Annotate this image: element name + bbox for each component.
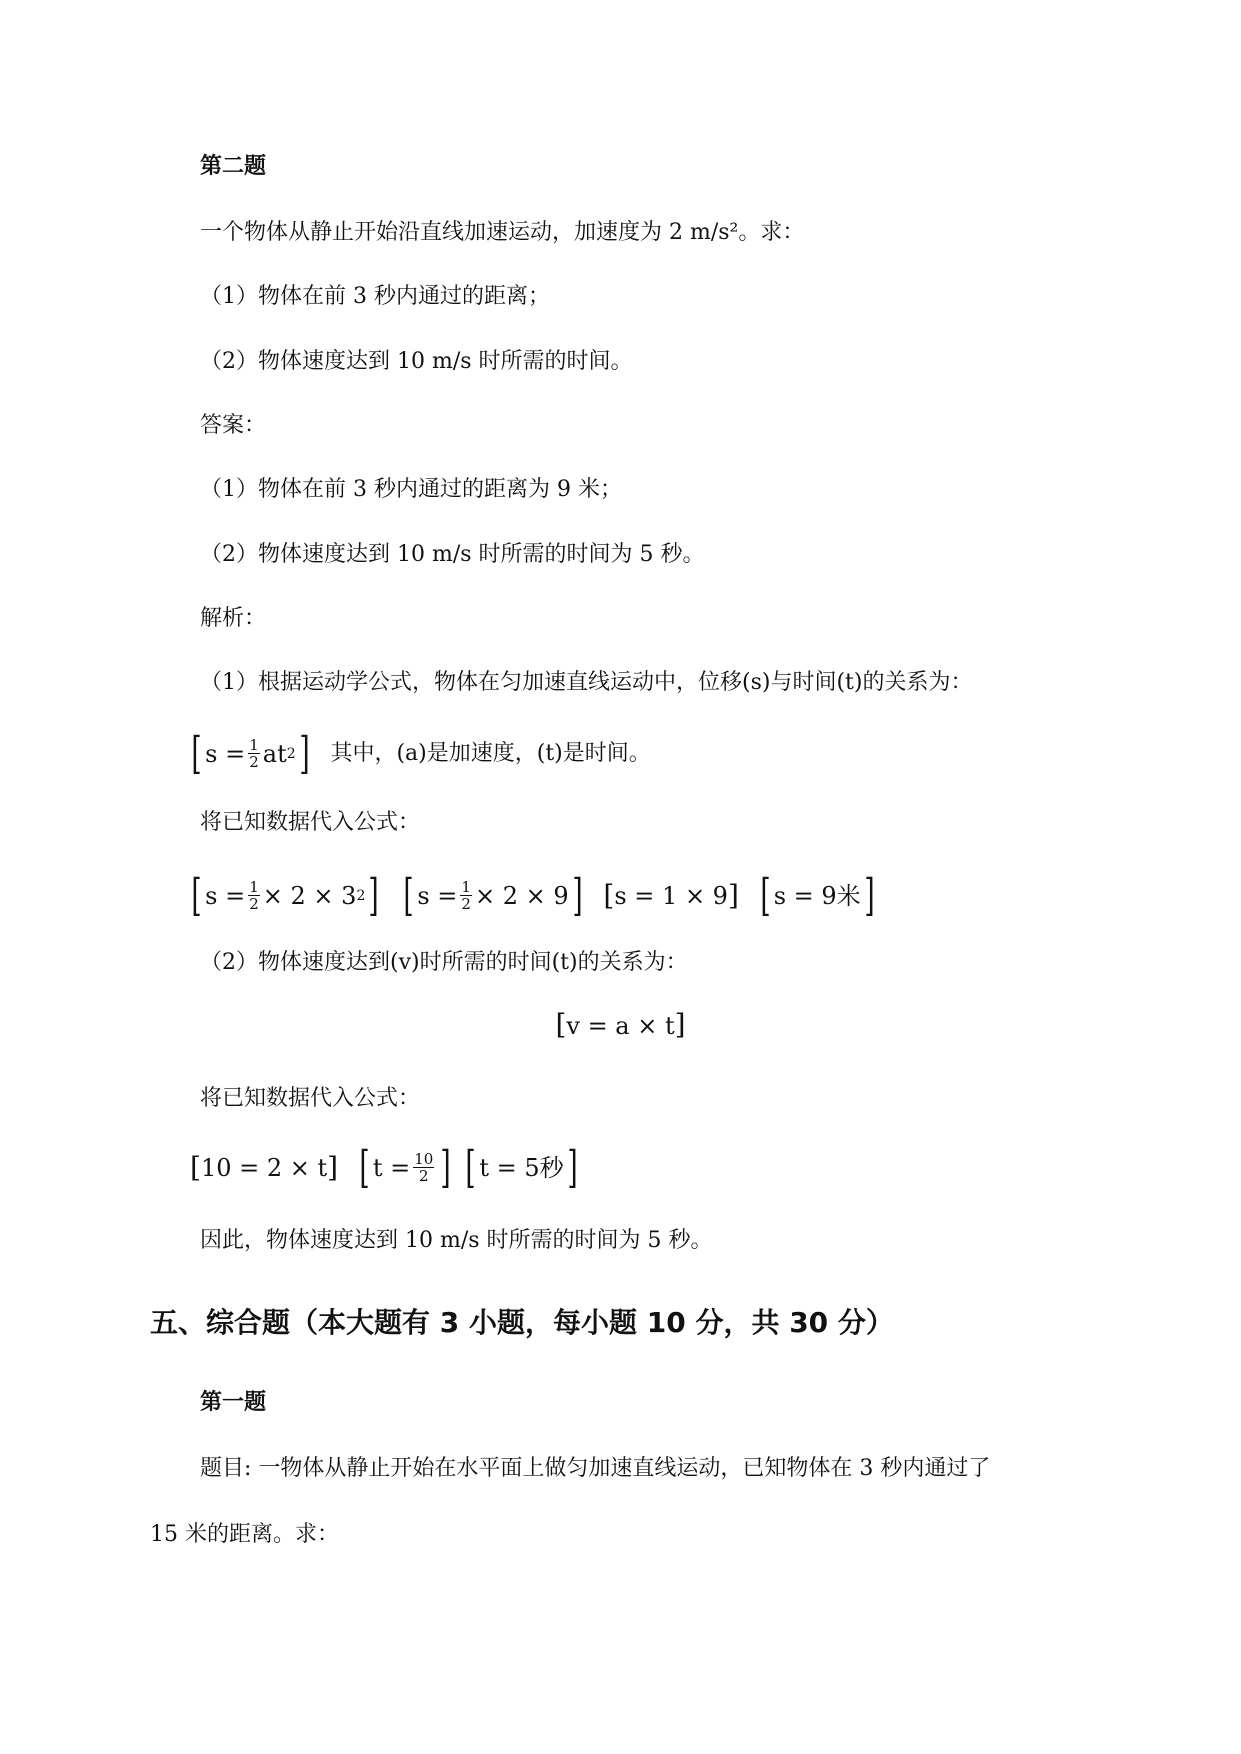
q2-part1: （1）物体在前 3 秒内通过的距离； [200, 284, 550, 309]
formula-velocity: v = a × t [566, 1012, 675, 1040]
answer1: （1）物体在前 3 秒内通过的距离为 9 米； [200, 477, 622, 502]
q2-part2: （2）物体速度达到 10 m/s 时所需的时间。 [200, 349, 633, 374]
q2-intro: 一个物体从静止开始沿直线加速运动，加速度为 2 m/s²。求： [200, 220, 805, 245]
formula-step-2: [ s = $\frac{1}{2}$ × 2 × 9 ] [403, 869, 583, 921]
substitute2: 将已知数据代入公式： [200, 1086, 421, 1111]
formula-velocity-line: [v = a × t] [555, 1008, 686, 1041]
section5-heading: 五、综合题（本大题有 3 小题，每小题 10 分，共 30 分） [150, 1306, 894, 1339]
substitute1: 将已知数据代入公式： [200, 810, 421, 835]
time-chain [190, 1141, 591, 1193]
formula-step-1: [ s = $\frac{1}{2}$ × 2 × 3 2 ] [191, 869, 380, 921]
q2-title: 第二题 [200, 154, 267, 179]
formula-note: 其中，(a)是加速度，(t)是时间。 [330, 741, 651, 766]
answer2: （2）物体速度达到 10 m/s 时所需的时间为 5 秒。 [200, 542, 705, 567]
formula-step-3: [ s = 1 × 9 ] [603, 878, 739, 912]
answer-label: 答案： [200, 413, 267, 438]
analysis-label: 解析： [200, 606, 267, 631]
conclusion: 因此，物体速度达到 10 m/s 时所需的时间为 5 秒。 [200, 1228, 713, 1253]
analysis2: （2）物体速度达到(v)时所需的时间(t)的关系为： [200, 950, 688, 975]
time-step-3: [ t = 5秒 ] [465, 1141, 578, 1193]
section5-q1-line1: 题目: 一物体从静止开始在水平面上做匀加速直线运动，已知物体在 3 秒内通过了 [200, 1456, 991, 1481]
time-step-1: [ 10 = 2 × t ] [190, 1150, 339, 1184]
formula-step-4: [ s = 9米 ] [759, 869, 875, 921]
analysis1: （1）根据运动学公式，物体在匀加速直线运动中，位移(s)与时间(t)的关系为： [200, 670, 973, 695]
substitution-chain [188, 869, 888, 921]
time-step-2: [ t = $\frac{10}{2}$ ] [359, 1141, 452, 1193]
formula-displacement: [ s = $\frac{1}{2}$ at 2 ] [191, 727, 310, 779]
section5-q1-line2: 15 米的距离。求： [150, 1522, 339, 1547]
formula-displacement-line [188, 727, 651, 779]
section5-q1-title: 第一题 [200, 1390, 267, 1415]
